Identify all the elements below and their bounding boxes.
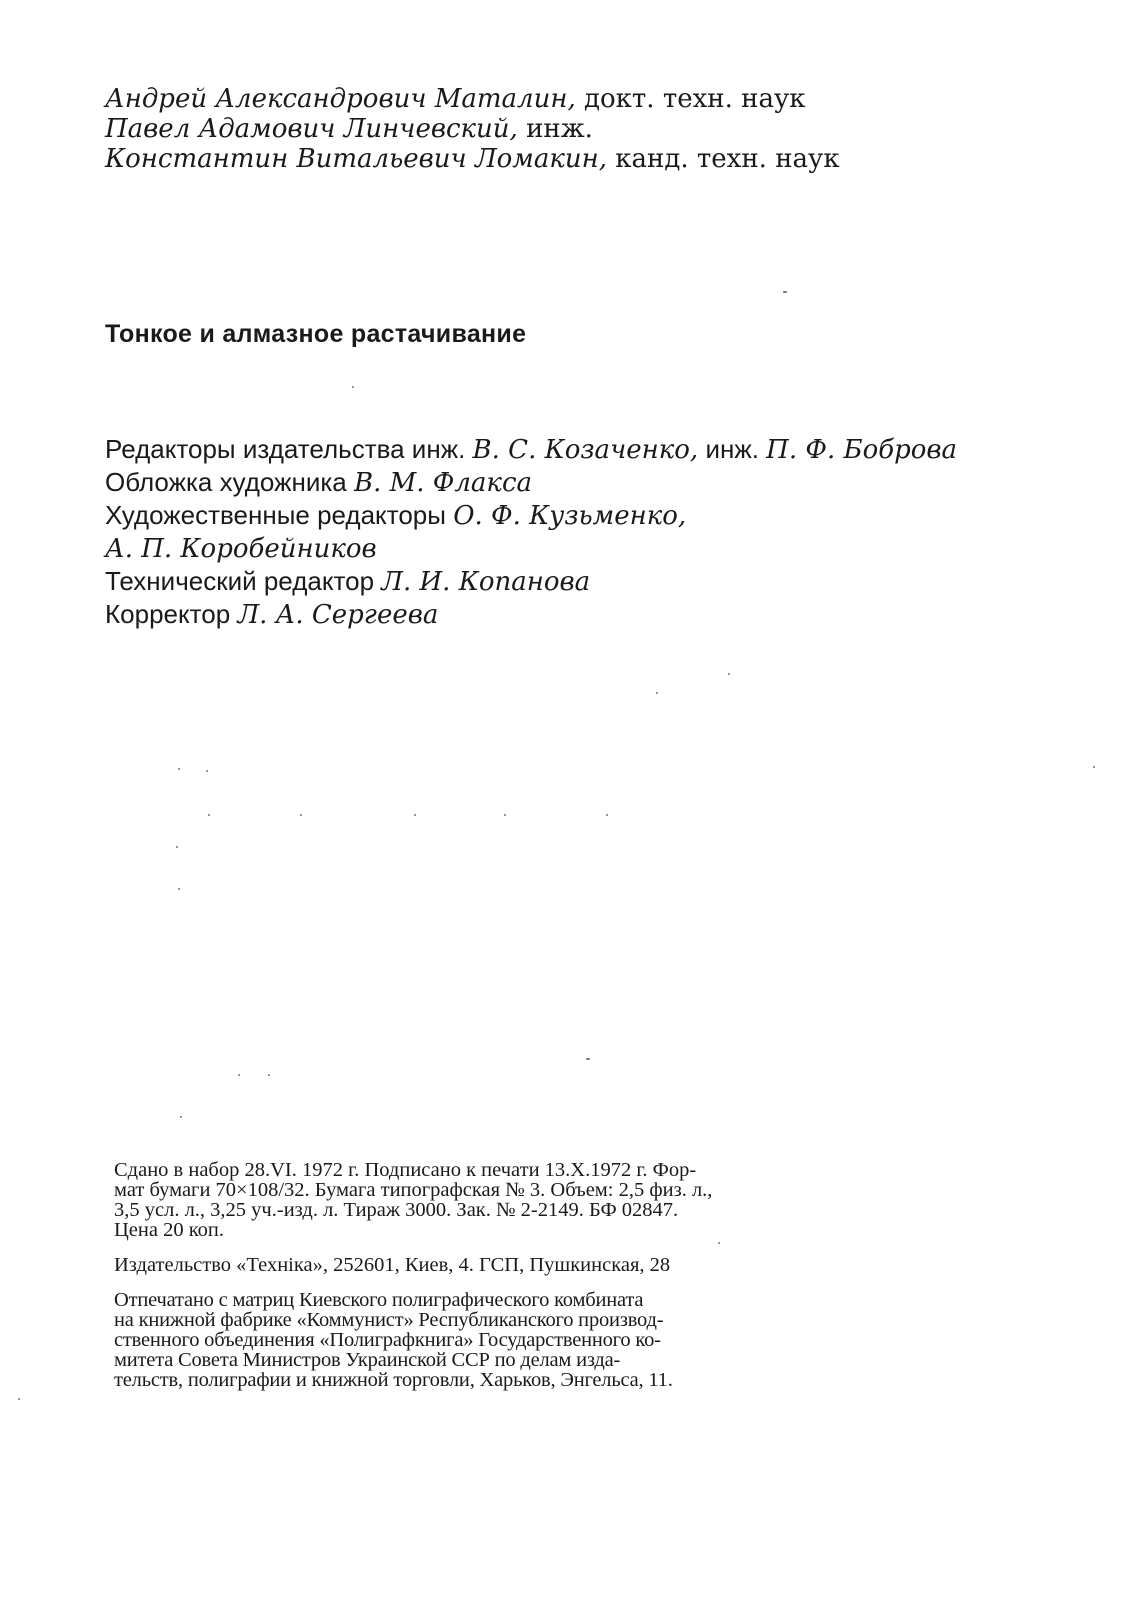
imprint-line: Издательство «Техніка», 252601, Киев, 4. ГСП, Пушкинская, 28 bbox=[114, 1254, 671, 1276]
credits-block bbox=[105, 433, 1065, 631]
credit-label: Корректор bbox=[105, 599, 231, 629]
scan-speck bbox=[300, 814, 302, 816]
credit-art-editors-cont bbox=[105, 532, 1065, 565]
scan-speck bbox=[18, 1398, 20, 1400]
book-title: Тонкое и алмазное растачивание bbox=[105, 320, 527, 348]
credit-label: Технический редактор bbox=[105, 566, 375, 596]
imprint-block bbox=[114, 1160, 924, 1405]
scan-speck bbox=[728, 673, 730, 675]
scan-speck bbox=[178, 768, 180, 770]
scan-speck bbox=[176, 846, 178, 848]
author-degree: инж. bbox=[526, 114, 593, 144]
credit-tech-editor bbox=[105, 565, 1065, 598]
credit-person: П. Ф. Боброва bbox=[766, 435, 958, 465]
author-name: Павел Адамович Линчевский, bbox=[105, 114, 518, 144]
credit-person: В. С. Козаченко, bbox=[472, 435, 699, 465]
credit-label: Художественные редакторы bbox=[105, 500, 446, 530]
credit-person: В. М. Флакса bbox=[354, 468, 533, 498]
scan-speck bbox=[180, 1116, 182, 1118]
scan-speck bbox=[178, 888, 180, 890]
credit-person: Л. А. Сергеева bbox=[237, 600, 439, 630]
author-name: Константин Витальевич Ломакин, bbox=[105, 144, 608, 174]
scan-speck bbox=[656, 692, 658, 694]
imprint-line: ственного объединения «Полиграфкнига» Государственного ко- bbox=[114, 1329, 661, 1351]
imprint-line: мат бумаги 70×108/32. Бумага типографская № 3. Объем: 2,5 физ. л., bbox=[114, 1179, 713, 1201]
scan-speck bbox=[238, 1074, 240, 1076]
author-degree: канд. техн. наук bbox=[615, 144, 840, 174]
author-line bbox=[105, 84, 1065, 114]
scan-speck bbox=[504, 814, 506, 816]
scan-speck bbox=[208, 814, 210, 816]
imprint-line: 3,5 усл. л., 3,25 уч.-изд. л. Тираж 3000. Зак. № 2-2149. БФ 02847. bbox=[114, 1199, 679, 1221]
author-line bbox=[105, 144, 1065, 174]
scan-speck bbox=[718, 1242, 720, 1244]
scan-speck bbox=[586, 1058, 590, 1060]
scan-speck bbox=[206, 770, 208, 772]
imprint-line: Сдано в набор 28.VI. 1972 г. Подписано к печати 13.X.1972 г. Фор- bbox=[114, 1159, 697, 1181]
author-degree: докт. техн. наук bbox=[584, 84, 806, 114]
imprint-line: на книжной фабрике «Коммунист» Республиканского производ- bbox=[114, 1309, 664, 1331]
publisher-address bbox=[114, 1255, 924, 1275]
scan-speck bbox=[606, 814, 608, 816]
imprint-line: тельств, полиграфии и книжной торговли, Харьков, Энгельса, 11. bbox=[114, 1369, 673, 1391]
scan-speck bbox=[352, 386, 354, 388]
scan-speck bbox=[414, 814, 416, 816]
imprint-line: Цена 20 коп. bbox=[114, 1219, 224, 1241]
credit-person: А. П. Коробейников bbox=[105, 534, 377, 564]
credit-person: О. Ф. Кузьменко, bbox=[453, 501, 687, 531]
credit-label: Обложка художника bbox=[105, 467, 347, 497]
credit-person: Л. И. Копанова bbox=[381, 567, 591, 597]
credit-label: Редакторы издательства инж. bbox=[105, 434, 466, 464]
scan-speck bbox=[783, 291, 787, 293]
author-line bbox=[105, 114, 1065, 144]
credit-corrector bbox=[105, 598, 1065, 631]
authors-block bbox=[105, 84, 1065, 174]
scan-speck bbox=[268, 1074, 270, 1076]
imprint-line: Отпечатано с матриц Киевского полиграфического комбината bbox=[114, 1289, 644, 1311]
printer-details bbox=[114, 1290, 924, 1390]
credit-art-editors bbox=[105, 499, 1065, 532]
author-name: Андрей Александрович Маталин, bbox=[105, 84, 576, 114]
imprint-line: митета Совета Министров Украинской ССР по делам изда- bbox=[114, 1349, 621, 1371]
credit-label: инж. bbox=[705, 434, 759, 464]
production-details bbox=[114, 1160, 924, 1240]
scan-speck bbox=[1093, 766, 1095, 768]
credit-editors bbox=[105, 433, 1065, 466]
credit-cover bbox=[105, 466, 1065, 499]
